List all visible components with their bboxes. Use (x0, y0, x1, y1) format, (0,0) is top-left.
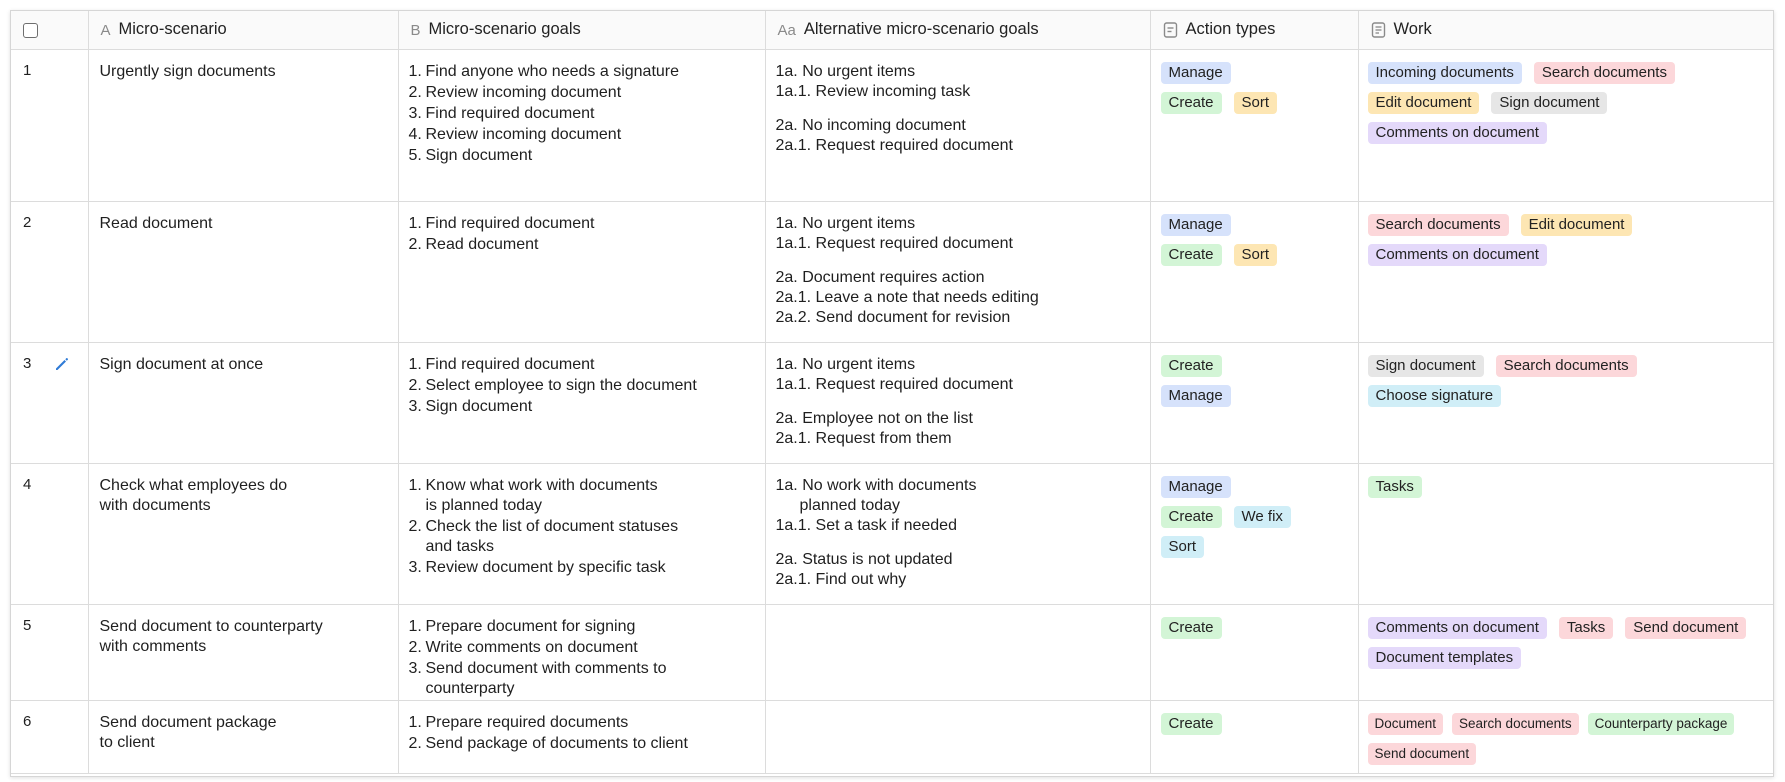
row-number-cell[interactable] (11, 202, 88, 343)
alternative-goal-line: 1a. No urgent items (775, 356, 916, 373)
goal-number: 1. (408, 63, 422, 80)
goal-text-line: Find required document (425, 356, 595, 373)
goal-number: 5. (408, 147, 422, 164)
alternative-goal-line: 1a. No urgent items (775, 215, 916, 232)
tag-manage[interactable]: Manage (1161, 476, 1231, 498)
goals-cell[interactable] (398, 701, 765, 774)
goal-text-continuation: and tasks (425, 538, 494, 555)
goal-text (426, 104, 595, 124)
alternative-goal-group (776, 355, 1140, 395)
tag-row (1161, 214, 1348, 236)
goal-text (426, 214, 595, 234)
micro-scenarios-table (11, 11, 1773, 774)
goals-cell[interactable] (398, 202, 765, 343)
column-header-label: Alternative micro-scenario goals (803, 20, 1039, 39)
row-number: 4 (23, 476, 32, 493)
goal-item (409, 376, 755, 396)
table-row[interactable] (11, 50, 1773, 202)
tag-create[interactable]: Create (1161, 617, 1222, 639)
alternative-goal-line: 2a.2. Send document for revision (775, 309, 1011, 326)
column-header-goals[interactable] (398, 11, 765, 50)
tag-search-documents[interactable]: Search documents (1452, 713, 1579, 735)
alternative-goals-cell[interactable] (765, 202, 1150, 343)
work-cell[interactable] (1358, 464, 1773, 605)
goals-list (409, 617, 755, 699)
goal-item (409, 104, 755, 124)
select-all-checkbox[interactable] (23, 23, 38, 38)
tag-incoming-documents[interactable]: Incoming documents (1368, 62, 1522, 84)
goal-text (426, 734, 688, 754)
table-row[interactable] (11, 202, 1773, 343)
alternative-goal-line: 1a.1. Review incoming task (775, 83, 971, 100)
tag-manage[interactable]: Manage (1161, 62, 1231, 84)
tag-comments-on-document[interactable]: Comments on document (1368, 122, 1547, 144)
alternative-goal-group (776, 214, 1140, 254)
goal-number: 2. (408, 518, 422, 535)
goal-item (409, 146, 755, 166)
column-header-action-types[interactable] (1150, 11, 1358, 50)
tag-create[interactable]: Create (1161, 92, 1222, 114)
table-row[interactable] (11, 701, 1773, 774)
goal-number: 3. (408, 398, 422, 415)
micro-scenario-cell[interactable] (88, 464, 398, 605)
goal-number: 2. (408, 377, 422, 394)
tag-sort[interactable]: Sort (1161, 536, 1205, 558)
action-types-cell[interactable] (1150, 343, 1358, 464)
goal-text-line: Send package of documents to client (425, 735, 688, 752)
alternative-goal-line: 2a. Status is not updated (775, 551, 953, 568)
goal-number: 3. (408, 559, 422, 576)
row-number-cell[interactable] (11, 464, 88, 605)
alternative-goal-line: 1a. No work with documents (775, 477, 977, 494)
goal-text (426, 83, 622, 103)
row-number: 1 (23, 62, 32, 79)
goals-list (409, 476, 755, 578)
row-number-cell[interactable] (11, 343, 88, 464)
tag-row (1368, 92, 1764, 114)
tag-edit-document[interactable]: Edit document (1368, 92, 1480, 114)
tag-tasks[interactable]: Tasks (1368, 476, 1422, 498)
action-types-cell[interactable] (1150, 202, 1358, 343)
tag-sign-document[interactable]: Sign document (1368, 355, 1484, 377)
goal-text (426, 713, 629, 733)
goal-text-line: Select employee to sign the document (425, 377, 697, 394)
alternative-goals-cell[interactable] (765, 343, 1150, 464)
goal-text (426, 146, 533, 166)
row-number: 2 (23, 214, 32, 231)
tag-row (1368, 62, 1764, 84)
goal-item (409, 214, 755, 234)
letter-b-icon: B (410, 21, 421, 39)
goal-text-line: Review incoming document (425, 84, 622, 101)
tag-row (1161, 62, 1348, 84)
goal-text-line: Check the list of document statuses (425, 518, 679, 535)
tag-row (1368, 743, 1764, 765)
tag-comments-on-document[interactable]: Comments on document (1368, 617, 1547, 639)
action-types-cell[interactable] (1150, 701, 1358, 774)
goal-number: 2. (408, 639, 422, 656)
goal-text (426, 476, 658, 516)
goals-list (409, 355, 755, 417)
column-header-alternative-goals[interactable] (765, 11, 1150, 50)
work-cell[interactable] (1358, 701, 1773, 774)
goal-text-line: Find required document (425, 105, 595, 122)
micro-scenario-name: Check what employees do (99, 477, 288, 494)
column-header-micro-scenario[interactable] (88, 11, 398, 50)
goal-text (426, 659, 667, 699)
alternative-goal-line: 1a. No urgent items (775, 63, 916, 80)
column-header-work[interactable] (1358, 11, 1773, 50)
tag-manage[interactable]: Manage (1161, 214, 1231, 236)
alternative-goals-cell[interactable] (765, 464, 1150, 605)
goal-text-continuation: is planned today (425, 497, 543, 514)
tag-choose-signature[interactable]: Choose signature (1368, 385, 1502, 407)
goal-number: 1. (408, 215, 422, 232)
goal-text-line: Find required document (425, 215, 595, 232)
goal-text (426, 235, 539, 255)
table-row[interactable] (11, 605, 1773, 701)
row-number: 3 (23, 355, 32, 372)
alternative-goals-cell[interactable] (765, 50, 1150, 202)
alternative-goal-line: 2a.1. Request from them (775, 430, 952, 447)
goals-list (409, 62, 755, 166)
goal-number: 1. (408, 356, 422, 373)
micro-scenario-name: Send document package (99, 714, 277, 731)
column-header-label: Work (1393, 20, 1432, 39)
goal-item (409, 476, 755, 516)
tag-row (1161, 355, 1348, 377)
alternative-goal-group (776, 550, 1140, 590)
micro-scenario-cell[interactable] (88, 50, 398, 202)
tag-search-documents[interactable]: Search documents (1534, 62, 1675, 84)
work-cell[interactable] (1358, 202, 1773, 343)
goal-number: 2. (408, 236, 422, 253)
tag-sign-document[interactable]: Sign document (1491, 92, 1607, 114)
tag-edit-document[interactable]: Edit document (1521, 214, 1633, 236)
goal-number: 1. (408, 618, 422, 635)
goal-text-line: Review incoming document (425, 126, 622, 143)
table-row[interactable] (11, 464, 1773, 605)
micro-scenario-cell[interactable] (88, 202, 398, 343)
work-cell[interactable] (1358, 50, 1773, 202)
tag-we-fix[interactable]: We fix (1234, 506, 1291, 528)
action-types-cell[interactable] (1150, 605, 1358, 701)
goal-item (409, 355, 755, 375)
micro-scenario-cell[interactable] (88, 701, 398, 774)
goal-text-line: Find anyone who needs a signature (425, 63, 680, 80)
tag-row (1368, 713, 1764, 735)
table-frame (10, 10, 1774, 777)
work-cell[interactable] (1358, 605, 1773, 701)
micro-scenario-cell[interactable] (88, 343, 398, 464)
tag-create[interactable]: Create (1161, 244, 1222, 266)
alternative-goal-group (776, 116, 1140, 156)
goals-cell[interactable] (398, 605, 765, 701)
alternative-goal-line: 2a.1. Leave a note that needs editing (775, 289, 1039, 306)
tag-search-documents[interactable]: Search documents (1496, 355, 1637, 377)
goal-item (409, 638, 755, 658)
goal-item (409, 713, 755, 733)
goal-text (426, 558, 666, 578)
alternative-goal-group (776, 268, 1140, 328)
tag-sort[interactable]: Sort (1234, 244, 1278, 266)
alternative-goal-line: 2a.1. Request required document (775, 137, 1013, 154)
goal-item (409, 235, 755, 255)
goals-list (409, 214, 755, 255)
goal-text (426, 517, 679, 557)
goal-item (409, 558, 755, 578)
action-types-cell[interactable] (1150, 50, 1358, 202)
goal-text-line: Write comments on document (425, 639, 638, 656)
tag-search-documents[interactable]: Search documents (1368, 214, 1509, 236)
tag-row (1368, 385, 1764, 407)
goal-text (426, 355, 595, 375)
micro-scenario-name: with documents (99, 497, 211, 514)
goal-text (426, 125, 622, 145)
tag-row (1368, 647, 1764, 669)
row-number-cell[interactable] (11, 701, 88, 774)
goal-text-line: Sign document (425, 147, 533, 164)
goal-text-line: Prepare required documents (425, 714, 629, 731)
tag-create[interactable]: Create (1161, 713, 1222, 735)
goal-item (409, 62, 755, 82)
tag-manage[interactable]: Manage (1161, 385, 1231, 407)
goals-cell[interactable] (398, 50, 765, 202)
alternative-goal-line: 1a.1. Set a task if needed (775, 517, 957, 534)
tag-tasks[interactable]: Tasks (1559, 617, 1613, 639)
tag-row (1368, 355, 1764, 377)
micro-scenario-name: with comments (99, 638, 207, 655)
alternative-goal-line: 2a. Employee not on the list (775, 410, 973, 427)
micro-scenario-name: Read document (99, 215, 213, 232)
tag-row (1161, 536, 1348, 558)
goals-cell[interactable] (398, 343, 765, 464)
work-cell[interactable] (1358, 343, 1773, 464)
header-row (11, 11, 1773, 50)
tag-create[interactable]: Create (1161, 506, 1222, 528)
tag-row (1368, 214, 1764, 236)
tag-row (1368, 122, 1764, 144)
goal-text (426, 62, 680, 82)
goal-text (426, 376, 697, 396)
tag-row (1161, 713, 1348, 735)
goal-number: 1. (408, 477, 422, 494)
alternative-goal-line: 1a.1. Request required document (775, 235, 1013, 252)
select-all-header[interactable] (11, 11, 88, 50)
tag-row (1368, 244, 1764, 266)
goal-item (409, 125, 755, 145)
micro-scenario-name: Sign document at once (99, 356, 264, 373)
column-header-label: Micro-scenario (118, 20, 227, 39)
tag-sort[interactable]: Sort (1234, 92, 1278, 114)
tag-row (1161, 506, 1348, 528)
alternative-goal-line: 2a. No incoming document (775, 117, 966, 134)
goal-number: 3. (408, 105, 422, 122)
goal-number: 1. (408, 714, 422, 731)
alternative-goal-line: 2a. Document requires action (775, 269, 985, 286)
goal-text-line: Prepare document for signing (425, 618, 636, 635)
tag-row (1161, 385, 1348, 407)
row-number: 5 (23, 617, 32, 634)
tag-document-templates[interactable]: Document templates (1368, 647, 1522, 669)
table-row[interactable] (11, 343, 1773, 464)
tag-send-document[interactable]: Send document (1368, 743, 1477, 765)
alternative-goals-cell[interactable] (765, 701, 1150, 774)
row-number: 6 (23, 713, 32, 730)
tag-comments-on-document[interactable]: Comments on document (1368, 244, 1547, 266)
goal-text (426, 638, 638, 658)
tag-row (1368, 617, 1764, 639)
pencil-icon[interactable] (53, 355, 71, 373)
tag-create[interactable]: Create (1161, 355, 1222, 377)
goal-text (426, 397, 533, 417)
goal-text-line: Read document (425, 236, 539, 253)
goal-text (426, 617, 636, 637)
document-icon (1163, 22, 1178, 38)
goal-number: 3. (408, 660, 422, 677)
text-aa-icon: Aa (777, 21, 796, 39)
goal-item (409, 397, 755, 417)
alternative-goals-cell[interactable] (765, 605, 1150, 701)
tag-row (1368, 476, 1764, 498)
column-header-label: Action types (1185, 20, 1276, 39)
tag-row (1161, 244, 1348, 266)
column-header-label: Micro-scenario goals (428, 20, 581, 39)
goals-list (409, 713, 755, 754)
alternative-goal-group (776, 62, 1140, 102)
goal-text-line: Sign document (425, 398, 533, 415)
goal-item (409, 83, 755, 103)
goal-text-line: Review document by specific task (425, 559, 666, 576)
micro-scenario-name: Send document to counterparty (99, 618, 323, 635)
goal-text-continuation: counterparty (425, 680, 515, 697)
tag-row (1161, 92, 1348, 114)
tag-row (1161, 617, 1348, 639)
goal-item (409, 734, 755, 754)
row-number-cell[interactable] (11, 605, 88, 701)
micro-scenario-cell[interactable] (88, 605, 398, 701)
micro-scenario-name: Urgently sign documents (99, 63, 276, 80)
alternative-goal-group (776, 409, 1140, 449)
goal-number: 4. (408, 126, 422, 143)
goal-item (409, 617, 755, 637)
row-number-cell[interactable] (11, 50, 88, 202)
goal-number: 2. (408, 735, 422, 752)
alternative-goal-line: 2a.1. Find out why (775, 571, 907, 588)
tag-send-document[interactable]: Send document (1625, 617, 1746, 639)
goal-text-line: Know what work with documents (425, 477, 658, 494)
goal-text-line: Send document with comments to (425, 660, 667, 677)
action-types-cell[interactable] (1150, 464, 1358, 605)
tag-row (1161, 476, 1348, 498)
list-document-icon (1371, 22, 1386, 38)
tag-document[interactable]: Document (1368, 713, 1444, 735)
goals-cell[interactable] (398, 464, 765, 605)
goal-item (409, 659, 755, 699)
tag-counterparty-package[interactable]: Counterparty package (1588, 713, 1735, 735)
goal-number: 2. (408, 84, 422, 101)
micro-scenario-name: to client (99, 734, 155, 751)
goal-item (409, 517, 755, 557)
alternative-goal-group (776, 476, 1140, 536)
alternative-goal-line: 1a.1. Request required document (775, 376, 1013, 393)
alternative-goal-line: planned today (799, 497, 901, 514)
letter-a-icon: A (100, 21, 111, 39)
